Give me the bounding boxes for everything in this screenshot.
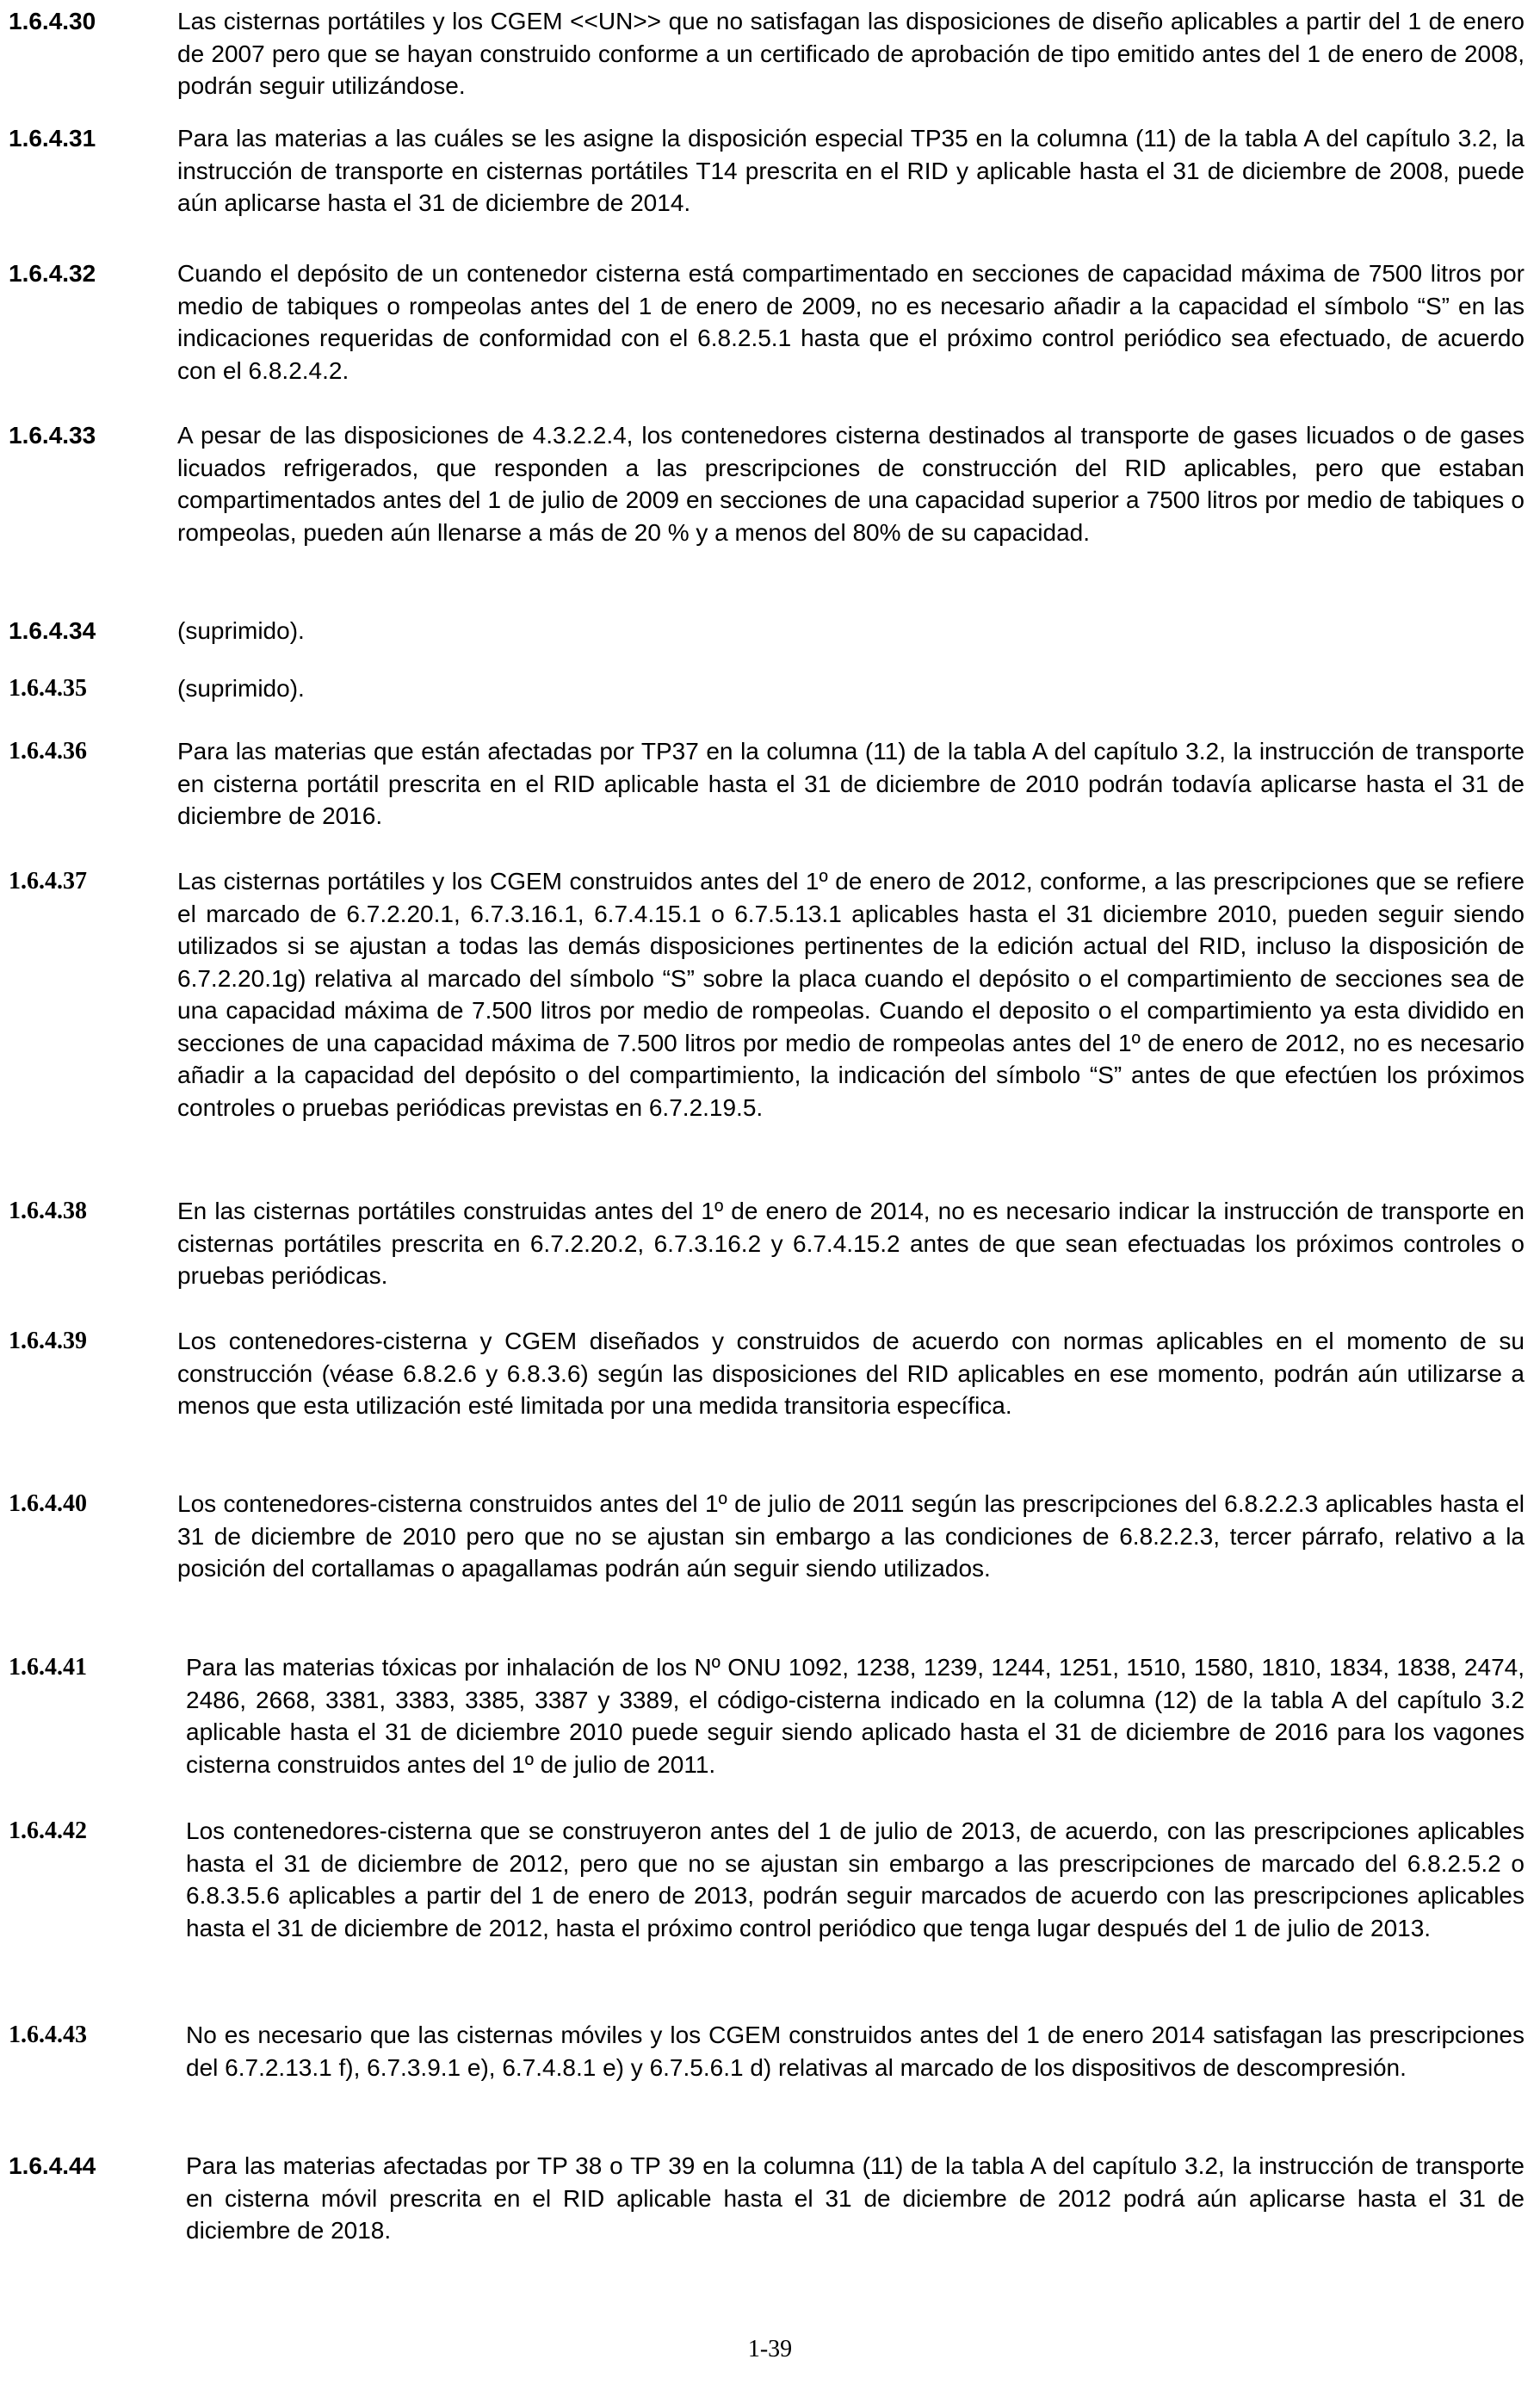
paragraph-text: No es necesario que las cisternas móviles y los CGEM construidos antes del 1 de enero 2014 satisfagan las prescripciones del 6.7.2.13.1 f), 6.7.3.9.1 e), 6.7.4.8.1 e) y 6.7.5.6.1 d) relativas al marcado de los dispositivos de descompresión.	[186, 2022, 1525, 2081]
paragraph-text: Los contenedores-cisterna que se construyeron antes del 1 de julio de 2013, de acuerdo, con las prescripciones aplicables hasta el 31 de diciembre de 2012, pero que no se ajustan sin embargo a las prescripciones de marcado del 6.8.2.5.2 o 6.8.3.5.6 aplicables a partir del 1 de enero de 2013, podrán seguir marcados de acuerdo con las prescripciones aplicables hasta el 31 de diciembre de 2012, hasta el próximo control periódico que tenga lugar después del 1 de julio de 2013.	[186, 1817, 1525, 1941]
paragraph-number: 1.6.4.44	[9, 2152, 96, 2179]
paragraph-text: Para las materias tóxicas por inhalación de los Nº ONU 1092, 1238, 1239, 1244, 1251, 1510, 1580, 1810, 1834, 1838, 2474, 2486, 2668, 3381, 3383, 3385, 3387 y 3389, el código-cisterna indicado en la columna (12) de la tabla A del capítulo 3.2 aplicable hasta el 31 de diciembre 2010 puede seguir siendo aplicado hasta el 31 de diciembre de 2016 para los vagones cisterna construidos antes del 1º de julio de 2011.	[186, 1654, 1525, 1778]
paragraph-text: Las cisternas portátiles y los CGEM construidos antes del 1º de enero de 2012, conforme, a las prescripciones que se refiere el marcado de 6.7.2.20.1, 6.7.3.16.1, 6.7.4.15.1 o 6.7.5.13.1 aplicables hasta el 31 diciembre 2010, pueden seguir siendo utilizados si se ajustan a todas las demás disposiciones pertinentes de la edición actual del RID, incluso la disposición de 6.7.2.20.1g) relativa al marcado del símbolo “S” sobre la placa cuando el depósito o el compartimiento de secciones sea de una capacidad máxima de 7.500 litros por medio de rompeolas. Cuando el deposito o el compartimiento ya esta dividido en secciones de una capacidad máxima de 7.500 litros por medio de rompeolas antes del 1º de enero de 2012, no es necesario añadir a la capacidad del depósito o del compartimiento, la indicación del símbolo “S” antes de que efectúen los próximos controles o pruebas periódicas previstas en 6.7.2.19.5.	[177, 868, 1525, 1121]
paragraph-text: Cuando el depósito de un contenedor cisterna está compartimentado en secciones de capacidad máxima de 7500 litros por medio de tabiques o rompeolas antes del 1 de enero de 2009, no es necesario añadir a la capacidad el símbolo “S” en las indicaciones requeridas de conformidad con el 6.8.2.5.1 hasta que el próximo control periódico sea efectuado, de acuerdo con el 6.8.2.4.2.	[177, 260, 1525, 384]
paragraph-text: Para las materias a las cuáles se les asigne la disposición especial TP35 en la columna (11) de la tabla A del capítulo 3.2, la instrucción de transporte en cisternas portátiles T14 prescrita en el RID y aplicable hasta el 31 de diciembre de 2008, puede aún aplicarse hasta el 31 de diciembre de 2014.	[177, 125, 1525, 216]
paragraph-number: 1.6.4.32	[9, 260, 96, 287]
paragraph-number: 1.6.4.31	[9, 125, 96, 152]
paragraph-text: Los contenedores-cisterna y CGEM diseñados y construidos de acuerdo con normas aplicables en el momento de su construcción (véase 6.8.2.6 y 6.8.3.6) según las disposiciones del RID aplicables en ese momento, podrán aún utilizarse a menos que esta utilización esté limitada por una medida transitoria específica.	[177, 1328, 1525, 1419]
paragraph-text: Para las materias que están afectadas por TP37 en la columna (11) de la tabla A del capítulo 3.2, la instrucción de transporte en cisterna portátil prescrita en el RID aplicable hasta el 31 de diciembre de 2010 podrán todavía aplicarse hasta el 31 de diciembre de 2016.	[177, 738, 1525, 829]
paragraph-number: 1.6.4.36	[9, 738, 87, 765]
paragraph-number: 1.6.4.37	[9, 868, 87, 895]
paragraph-number: 1.6.4.33	[9, 422, 96, 449]
paragraph-number: 1.6.4.39	[9, 1328, 87, 1354]
paragraph-number: 1.6.4.30	[9, 8, 96, 34]
paragraph-text: Los contenedores-cisterna construidos antes del 1º de julio de 2011 según las prescripciones del 6.8.2.2.3 aplicables hasta el 31 de diciembre de 2010 pero que no se ajustan sin embargo a las condiciones de 6.8.2.2.3, tercer párrafo, relativo a la posición del cortallamas o apagallamas podrán aún seguir siendo utilizados.	[177, 1490, 1525, 1582]
paragraph-number: 1.6.4.38	[9, 1198, 87, 1224]
paragraph-text: Las cisternas portátiles y los CGEM <<UN>> que no satisfagan las disposiciones de diseño aplicables a partir del 1 de enero de 2007 pero que se hayan construido conforme a un certificado de aprobación de tipo emitido antes del 1 de enero de 2008, podrán seguir utilizándose.	[177, 8, 1525, 99]
paragraph-number: 1.6.4.40	[9, 1490, 87, 1517]
paragraph-text: (suprimido).	[177, 675, 305, 702]
paragraph-number: 1.6.4.42	[9, 1817, 87, 1844]
paragraph-text: En las cisternas portátiles construidas antes del 1º de enero de 2014, no es necesario indicar la instrucción de transporte en cisternas portátiles prescrita en 6.7.2.20.2, 6.7.3.16.2 y 6.7.4.15.2 antes de que sean efectuadas los próximos controles o pruebas periódicas.	[177, 1198, 1525, 1289]
paragraph-text: Para las materias afectadas por TP 38 o TP 39 en la columna (11) de la tabla A del capítulo 3.2, la instrucción de transporte en cisterna móvil prescrita en el RID aplicable hasta el 31 de diciembre de 2012 podrá aún aplicarse hasta el 31 de diciembre de 2018.	[186, 2152, 1525, 2244]
paragraph-number: 1.6.4.43	[9, 2022, 87, 2048]
paragraph-text: (suprimido).	[177, 617, 305, 644]
paragraph-number: 1.6.4.41	[9, 1654, 87, 1681]
paragraph-number: 1.6.4.35	[9, 675, 87, 702]
paragraph-number: 1.6.4.34	[9, 617, 96, 644]
page-number: 1-39	[747, 2336, 793, 2362]
paragraph-text: A pesar de las disposiciones de 4.3.2.2.4, los contenedores cisterna destinados al transporte de gases licuados o de gases licuados refrigerados, que responden a las prescripciones de construcción del RID aplicables, pero que estaban compartimentados antes del 1 de julio de 2009 en secciones de una capacidad superior a 7500 litros por medio de tabiques o rompeolas, pueden aún llenarse a más de 20 % y a menos del 80% de su capacidad.	[177, 422, 1525, 546]
